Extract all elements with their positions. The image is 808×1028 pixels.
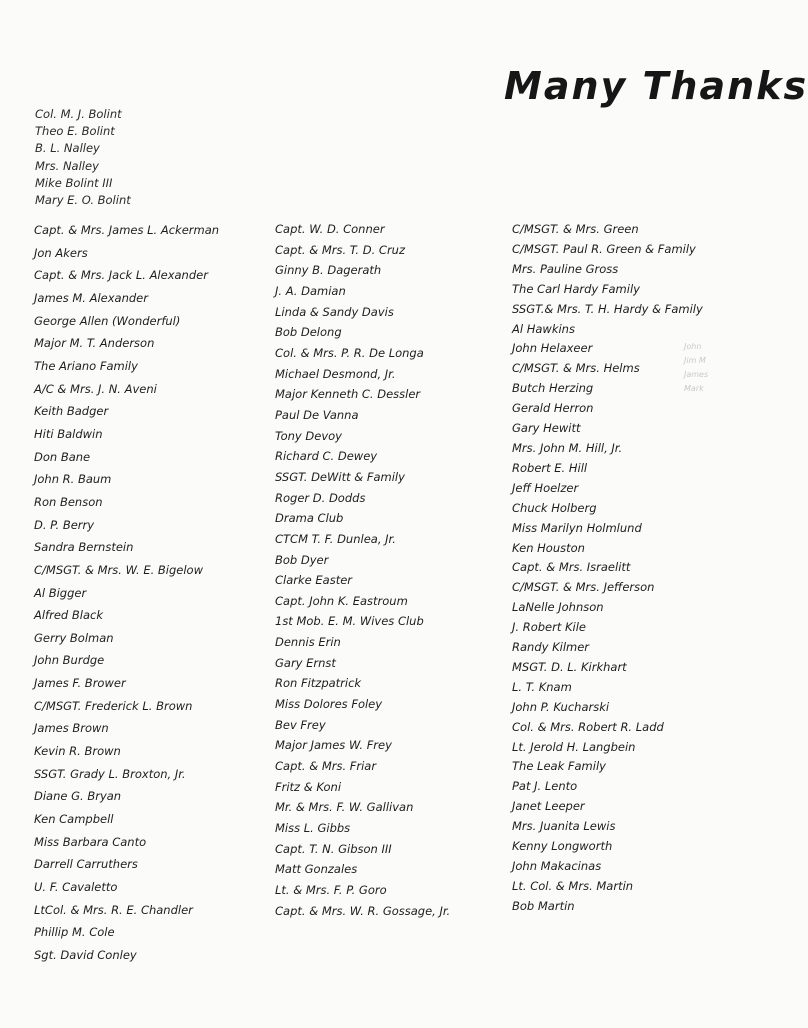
thanks-name: Miss Barbara Canto — [34, 834, 147, 849]
thanks-name: Col. & Mrs. Robert R. Ladd — [512, 719, 664, 734]
thanks-name: Lt. Jerold H. Langbein — [512, 739, 636, 754]
thanks-name: Capt. John K. Eastroum — [275, 593, 408, 608]
thanks-name: C/MSGT. & Mrs. W. E. Bigelow — [34, 562, 204, 577]
thanks-name: SSGT.& Mrs. T. H. Hardy & Family — [512, 301, 703, 316]
thanks-name: CTCM T. F. Dunlea, Jr. — [275, 531, 396, 546]
thanks-name: The Carl Hardy Family — [512, 281, 640, 296]
thanks-name: C/MSGT. & Mrs. Jefferson — [512, 580, 655, 595]
thanks-name: C/MSGT. & Mrs. Green — [512, 222, 639, 236]
family-member-name: Theo E. Bolint — [35, 124, 115, 139]
family-member-name: Mrs. Nalley — [35, 158, 99, 173]
thanks-name: Col. & Mrs. P. R. De Longa — [275, 345, 424, 360]
thanks-name: James Brown — [34, 721, 109, 736]
thanks-name: L. T. Knam — [512, 679, 572, 694]
thanks-name: The Leak Family — [512, 759, 606, 774]
thanks-name: LaNelle Johnson — [512, 600, 604, 615]
thanks-name: Gerry Bolman — [34, 630, 114, 645]
thanks-name: Linda & Sandy Davis — [275, 304, 394, 319]
thanks-name: The Ariano Family — [34, 358, 138, 373]
thanks-name: Miss L. Gibbs — [275, 821, 351, 836]
thanks-name: Bob Martin — [512, 898, 575, 913]
thanks-name: Don Bane — [34, 449, 91, 464]
thanks-name: J. A. Damian — [275, 283, 346, 298]
thanks-name: Ken Houston — [512, 540, 585, 555]
thanks-name: Capt. & Mrs. James L. Ackerman — [34, 223, 220, 237]
thanks-column-3 — [512, 220, 703, 917]
thanks-name: C/MSGT. Frederick L. Brown — [34, 698, 193, 713]
thanks-name: Roger D. Dodds — [275, 490, 366, 505]
thanks-name: John Burdge — [34, 653, 105, 668]
thanks-name: Ron Fitzpatrick — [275, 676, 362, 691]
thanks-name: George Allen (Wonderful) — [34, 313, 181, 328]
thanks-name: Fritz & Koni — [275, 779, 342, 794]
thanks-name: John P. Kucharski — [512, 699, 610, 714]
thanks-name: Phillip M. Cole — [34, 925, 115, 940]
thanks-name: Major M. T. Anderson — [34, 336, 155, 351]
thanks-name: C/MSGT. & Mrs. Helms — [512, 361, 640, 376]
thanks-name: 1st Mob. E. M. Wives Club — [275, 614, 424, 629]
thanks-name: Bob Delong — [275, 325, 342, 340]
family-list — [35, 106, 131, 209]
thanks-name: Jon Akers — [34, 245, 88, 260]
thanks-name: Drama Club — [275, 511, 344, 526]
thanks-name: Capt. & Mrs. Israelitt — [512, 560, 631, 575]
thanks-name: Butch Herzing — [512, 381, 594, 396]
thanks-name: Miss Marilyn Holmlund — [512, 520, 642, 535]
thanks-name: Robert E. Hill — [512, 460, 588, 475]
thanks-name: James F. Brower — [34, 676, 126, 691]
thanks-name: Michael Desmond, Jr. — [275, 366, 396, 381]
bleed-through-text — [684, 340, 708, 396]
thanks-name: Miss Dolores Foley — [275, 697, 383, 712]
thanks-name: Mrs. Pauline Gross — [512, 261, 619, 276]
bleed-through-line: Jim M — [684, 356, 706, 365]
thanks-name: Capt. T. N. Gibson III — [275, 841, 392, 856]
thanks-name: Keith Badger — [34, 404, 109, 419]
thanks-name: Diane G. Bryan — [34, 789, 122, 804]
thanks-name: James M. Alexander — [34, 290, 148, 305]
thanks-name: SSGT. Grady L. Broxton, Jr. — [34, 766, 186, 781]
thanks-name: Lt. Col. & Mrs. Martin — [512, 878, 634, 893]
thanks-name: Alfred Black — [34, 608, 103, 623]
thanks-column-1 — [34, 219, 219, 967]
thanks-name: MSGT. D. L. Kirkhart — [512, 659, 627, 674]
thanks-name: Major Kenneth C. Dessler — [275, 387, 421, 402]
thanks-name: Clarke Easter — [275, 573, 353, 588]
thanks-name: Ginny B. Dagerath — [275, 263, 382, 278]
thanks-name: U. F. Cavaletto — [34, 880, 118, 895]
thanks-name: Sgt. David Conley — [34, 948, 137, 962]
thanks-name: Kenny Longworth — [512, 839, 613, 854]
thanks-name: Richard C. Dewey — [275, 449, 378, 464]
thanks-name: John R. Baum — [34, 472, 112, 487]
thanks-name: Jeff Hoelzer — [512, 480, 579, 495]
thanks-name: Pat J. Lento — [512, 779, 578, 794]
thanks-name: Gary Hewitt — [512, 421, 581, 436]
thanks-column-2 — [275, 219, 450, 921]
thanks-name: J. Robert Kile — [512, 620, 587, 635]
thanks-name: Randy Kilmer — [512, 640, 590, 655]
family-member-name: Col. M. J. Bolint — [35, 107, 122, 121]
thanks-name: John Helaxeer — [512, 341, 593, 356]
thanks-name: John Makacinas — [512, 859, 602, 873]
thanks-name: Matt Gonzales — [275, 862, 358, 877]
thanks-name: Capt. & Mrs. Friar — [275, 759, 377, 774]
thanks-name: Capt. & Mrs. Jack L. Alexander — [34, 268, 208, 283]
thanks-name: Mrs. Juanita Lewis — [512, 819, 616, 834]
thanks-name: Capt. W. D. Conner — [275, 222, 385, 236]
thanks-name: Kevin R. Brown — [34, 744, 121, 759]
thanks-name: Gerald Herron — [512, 401, 594, 416]
family-member-name: Mary E. O. Bolint — [35, 193, 131, 208]
thanks-name: Paul De Vanna — [275, 407, 359, 422]
thanks-name: Hiti Baldwin — [34, 426, 103, 441]
thanks-name: Al Bigger — [34, 585, 87, 600]
thanks-name: Dennis Erin — [275, 635, 341, 650]
thanks-name: Mr. & Mrs. F. W. Gallivan — [275, 800, 414, 815]
thanks-name: SSGT. DeWitt & Family — [275, 469, 405, 484]
thanks-name: Janet Leeper — [512, 799, 585, 814]
thanks-name: Ron Benson — [34, 494, 103, 509]
page-title: Many Thanks — [504, 64, 808, 108]
thanks-name: Darrell Carruthers — [34, 857, 138, 872]
thanks-name: LtCol. & Mrs. R. E. Chandler — [34, 902, 193, 917]
family-member-name: Mike Bolint III — [35, 175, 113, 190]
bleed-through-line: James — [684, 370, 709, 379]
thanks-name: Major James W. Frey — [275, 738, 392, 753]
thanks-name: Mrs. John M. Hill, Jr. — [512, 440, 623, 455]
thanks-name: Sandra Bernstein — [34, 540, 134, 555]
thanks-name: Bev Frey — [275, 717, 326, 732]
bleed-through-line: Mark — [684, 384, 704, 393]
thanks-name: Gary Ernst — [275, 655, 336, 670]
bleed-through-line: John — [684, 342, 702, 351]
thanks-name: Bob Dyer — [275, 552, 329, 567]
thanks-name: A/C & Mrs. J. N. Aveni — [34, 381, 157, 396]
thanks-name: Al Hawkins — [512, 321, 575, 336]
thanks-name: Lt. & Mrs. F. P. Goro — [275, 883, 387, 897]
thanks-name: Chuck Holberg — [512, 500, 597, 515]
thanks-name: Capt. & Mrs. T. D. Cruz — [275, 242, 405, 257]
thanks-name: C/MSGT. Paul R. Green & Family — [512, 241, 696, 256]
thanks-name: Tony Devoy — [275, 428, 342, 443]
thanks-name: D. P. Berry — [34, 517, 95, 532]
thanks-name: Capt. & Mrs. W. R. Gossage, Jr. — [275, 903, 451, 918]
thanks-name: Ken Campbell — [34, 812, 114, 827]
family-member-name: B. L. Nalley — [35, 141, 100, 156]
